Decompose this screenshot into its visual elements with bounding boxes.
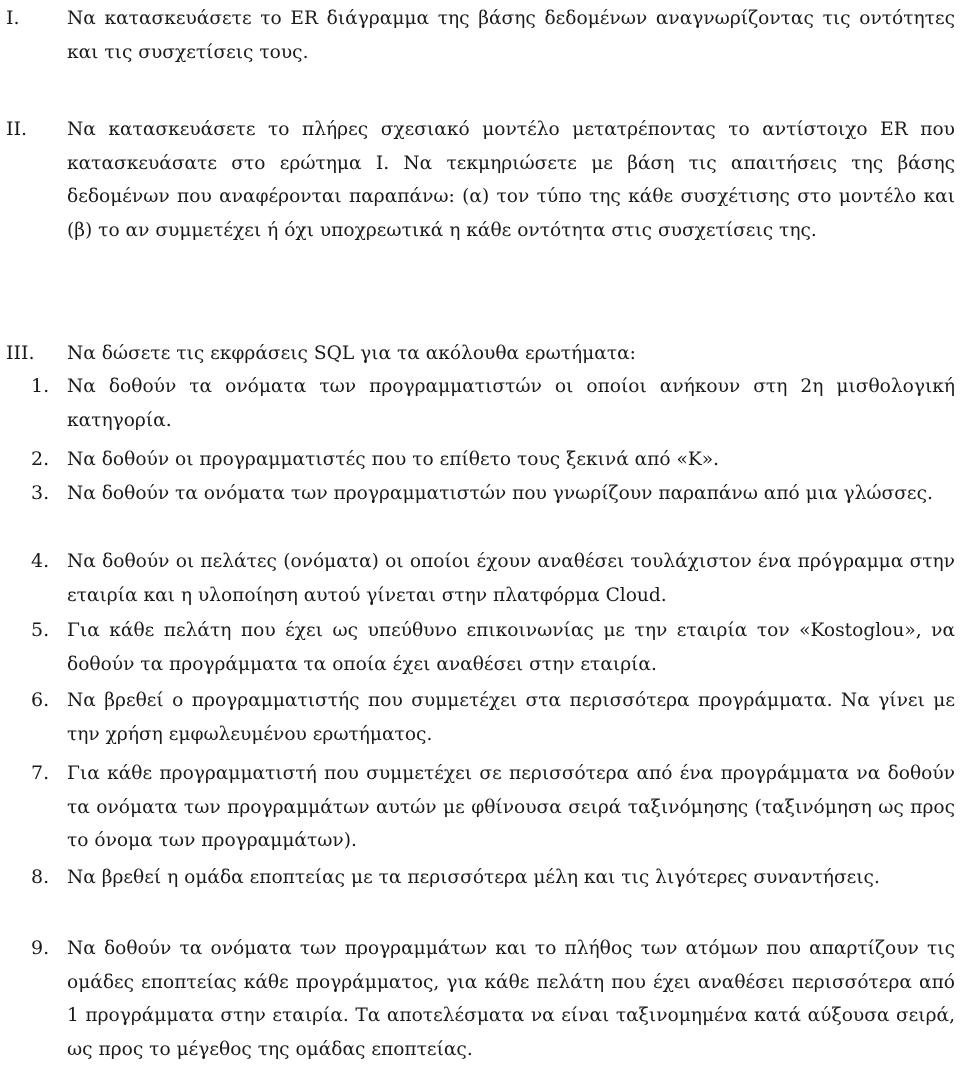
section-text: Να κατασκευάσετε το πλήρες σχεσιακό μοντέλο μετατρέποντας το αντίστοιχο ER που κατασκευάσατε στο ερώτημα Ι. Να τεκμηριώσετε με βάση τις απαιτήσεις της βάσης δεδομένων που αναφέρονται παραπάνω: (α) τον τύπο της κάθε συσχέτισης στο μοντέλο και (β) το αν συμμετέχει ή όχι υποχρεωτικά η κάθε οντότητα στις συσχετίσεις της.: [67, 119, 955, 241]
question-text: Να δοθούν οι πελάτες (ονόματα) οι οποίοι έχουν αναθέσει τουλάχιστον ένα πρόγραμμα στην εταιρία και η υλοποίηση αυτού γίνεται στην πλατφόρμα Cloud.: [67, 551, 955, 606]
section-marker: II.: [6, 118, 28, 140]
question-number: 3.: [31, 482, 50, 504]
question-text: Να δοθούν τα ονόματα των προγραμμάτων και το πλήθος των ατόμων που απαρτίζουν τις ομάδες εποπτείας κάθε προγράμματος, για κάθε πελάτη που έχει αναθέσει περισσότερα από 1 προγράμματα στην εταιρία. Τα αποτελέσματα να είναι ταξινομημένα κατά αύξουσα σειρά, ως προς το μέγεθος της ομάδας εποπτείας.: [67, 938, 955, 1060]
question-number: 1.: [31, 375, 50, 397]
section-text: Να δώσετε τις εκφράσεις SQL για τα ακόλουθα ερωτήματα:: [67, 343, 636, 364]
question-text: Για κάθε προγραμματιστή που συμμετέχει σε περισσότερα από ένα προγράμματα να δοθούν τα ονόματα των προγραμμάτων αυτών με φθίνουσα σειρά ταξινόμησης (ταξινόμηση ως προς το όνομα των προγραμμάτων).: [67, 763, 955, 851]
question-number: 8.: [31, 866, 50, 888]
question-text: Να δοθούν τα ονόματα των προγραμματιστών που γνωρίζουν παραπάνω από μια γλώσσες.: [67, 483, 933, 504]
question-number: 9.: [31, 937, 50, 959]
question-text: Για κάθε πελάτη που έχει ως υπεύθυνο επικοινωνίας με την εταιρία τον «Kostoglou», να δοθούν τα προγράμματα τα οποία έχει αναθέσει στην εταιρία.: [67, 620, 955, 675]
question-number: 4.: [31, 550, 50, 572]
question-number: 6.: [31, 689, 50, 711]
question-number: 7.: [31, 762, 50, 784]
section-marker: III.: [6, 342, 35, 364]
section-marker: I.: [6, 7, 20, 29]
question-number: 5.: [31, 619, 50, 641]
section-text: Να κατασκευάσετε το ER διάγραμμα της βάσης δεδομένων αναγνωρίζοντας τις οντότητες και τις συσχετίσεις τους.: [67, 8, 955, 63]
question-text: Να βρεθεί η ομάδα εποπτείας με τα περισσότερα μέλη και τις λιγότερες συναντήσεις.: [67, 867, 880, 888]
question-text: Να βρεθεί ο προγραμματιστής που συμμετέχει στα περισσότερα προγράμματα. Να γίνει με την χρήση εμφωλευμένου ερωτήματος.: [67, 690, 955, 745]
question-number: 2.: [31, 448, 50, 470]
question-text: Να δοθούν οι προγραμματιστές που το επίθετο τους ξεκινά από «Κ».: [67, 449, 720, 470]
question-text: Να δοθούν τα ονόματα των προγραμματιστών οι οποίοι ανήκουν στη 2η μισθολογική κατηγορία.: [67, 376, 955, 431]
